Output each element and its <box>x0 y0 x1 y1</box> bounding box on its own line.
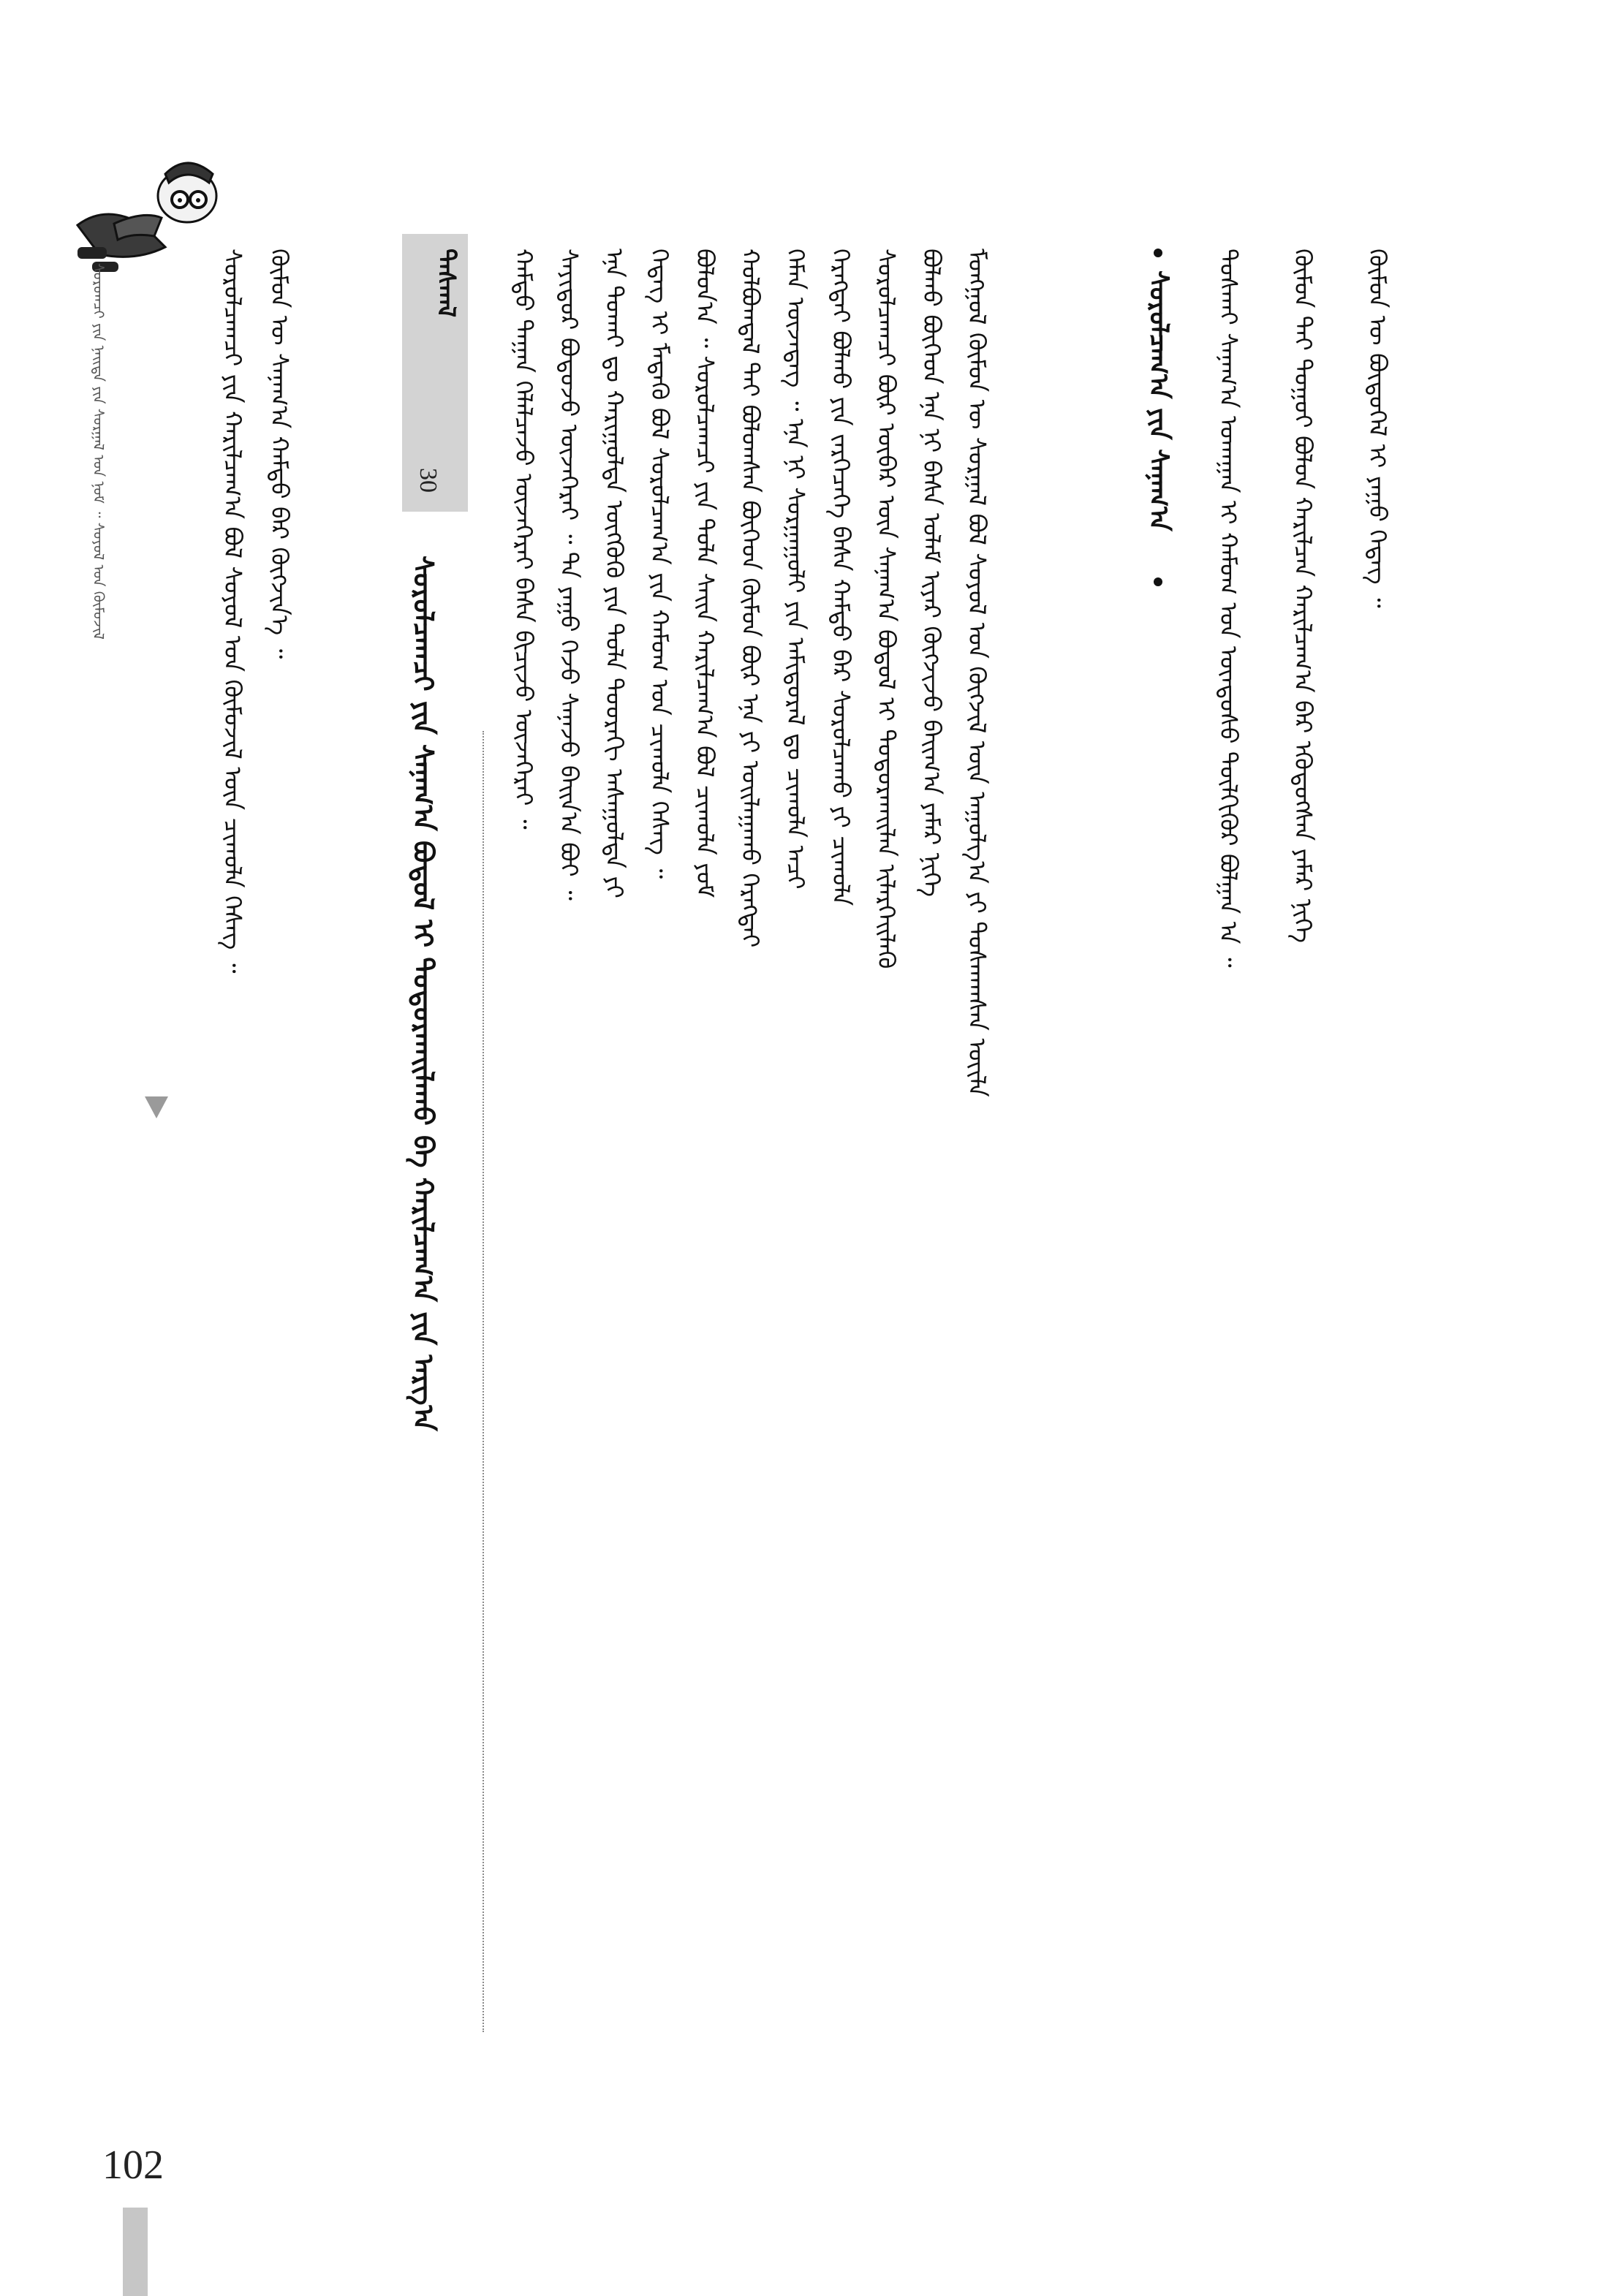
body-paragraph-column: ᠬᠡᠷᠡᠭᠲᠡᠢ ᠪᠣᠯᠬᠤ ᠶᠢᠨ ᠵᠡᠷᠭᠡᠴᠡᠭᠡ ᠪᠠᠰᠠ ᠬᠠᠮᠲᠤ ᠪᠡᠷ ᠰᠤᠷᠤᠯᠴᠠᠬᠤ ᠶᠢ ᠴᠢᠬᠤᠯᠠ <box>827 249 855 906</box>
body-paragraph-column: ᠬᠠᠮᠲᠤ ᠳᠠᠭᠠᠨ ᠬᠡᠯᠡᠯᠴᠡᠵᠦ ᠦᠵᠡᠭᠡᠷᠡᠢ ᠪᠠᠰᠠ ᠪᠢᠴᠢᠵᠦ ᠦᠵᠡᠭᠡᠷᠡᠢ ᠃ <box>510 249 538 830</box>
bullet-heading: ᠰᠤᠷᠤᠯᠴᠠᠭ᠎ᠠ ᠶᠢᠨ ᠰᠠᠨᠠᠭ᠎ᠠ <box>1143 270 1173 531</box>
closing-paragraph-column: ᠬᠦᠮᠦᠨ ᠦ ᠰᠠᠨᠠᠭ᠎ᠠ ᠬᠠᠮᠲᠤ ᠪᠡᠷ ᠬᠥᠭᠵᠢᠨ᠎ᠡ ᠃ <box>265 249 294 659</box>
section-number: 30 <box>415 468 442 493</box>
divider-line <box>483 731 484 2032</box>
intro-paragraph-column: ᠬᠦᠮᠦᠨ ᠲᠡᠢ ᠳᠤᠭᠤᠢ ᠪᠣᠯᠤᠨ ᠬᠠᠷᠢᠯᠴᠠᠨ ᠬᠠᠷᠢᠯᠴᠠᠭ᠎ᠠ ᠪᠠᠷ ᠡᠭᠦᠳᠦᠭᠰᠡᠨ ᠶᠠᠮᠠᠷ ᠨᠢᠭᠡ <box>1289 249 1317 943</box>
body-paragraph-column: ᠭᠡᠳᠡᠭ ᠢ ᠮᠡᠳᠡᠬᠦ ᠪᠣᠯ ᠰᠤᠷᠤᠯᠴᠠᠭ᠎ᠠ ᠶᠢᠨ ᠬᠠᠮᠤᠭ ᠤᠨ ᠴᠢᠬᠤᠯᠠ ᠬᠡᠰᠡᠭ ᠃ <box>646 249 674 879</box>
header-arrow-icon <box>145 1096 168 1118</box>
bullet-icon <box>1154 249 1162 257</box>
section-label: ᠳᠠᠰᠬᠠᠯ <box>431 249 461 318</box>
body-paragraph-column: ᠬᠡᠮᠡᠨ ᠦᠵᠡᠳᠡᠭ ᠃ ᠡᠨᠡ ᠨᠢ ᠰᠤᠷᠭᠠᠭᠤᠯᠢ ᠶᠢᠨ ᠠᠮᠢᠳᠤᠷᠠᠯ ᠳᠤ ᠴᠢᠬᠤᠯᠠ ᠠᠴᠢ <box>782 249 810 890</box>
intro-paragraph-column: ᠬᠦᠮᠦᠨ ᠦ ᠪᠦᠲᠦᠭᠡᠯ ᠢ ᠶᠠᠭᠤ ᠭᠡᠳᠡᠭ ᠃ <box>1363 249 1392 608</box>
body-paragraph-column: ᠪᠣᠯᠬᠤ ᠪᠥᠭᠡᠳ ᠡᠨᠡ ᠨᠢ ᠪᠠᠰᠠ ᠤᠯᠠᠮ ᠢᠶᠠᠷ ᠬᠥᠭᠵᠢᠵᠦ ᠪᠠᠢᠭ᠎ᠠ ᠶᠠᠮᠠᠷ ᠨᠢᠭᠡ <box>918 249 946 897</box>
intro-paragraph-column: ᠲᠤᠰᠬᠠᠢ ᠰᠠᠨᠠᠭ᠎ᠠ ᠤᠬᠠᠭᠠᠨ ᠢ ᠬᠠᠮᠤᠭ ᠤᠨ ᠦᠨᠳᠦᠰᠦ ᠲᠦᠯᠬᠢᠭᠦᠷ ᠪᠣᠯᠭᠠᠨ ᠠ ᠃ <box>1214 249 1243 968</box>
closing-paragraph-column: ᠰᠤᠷᠤᠯᠴᠠᠭᠴᠢ ᠶᠢᠨ ᠬᠠᠷᠢᠯᠴᠠᠭ᠎ᠠ ᠪᠣᠯ ᠰᠣᠶᠤᠯ ᠤᠨ ᠬᠥᠮᠦᠵᠢᠯ ᠦᠨ ᠴᠢᠬᠤᠯᠠ ᠬᠡᠰᠡᠭ ᠃ <box>219 249 247 974</box>
body-paragraph-column: ᠰᠠᠶᠢᠲᠤᠷ ᠪᠣᠳᠤᠵᠤ ᠦᠵᠡᠭᠡᠷᠡᠢ ᠃ ᠲᠠ ᠶᠠᠭᠤ ᠭᠡᠵᠦ ᠰᠠᠨᠠᠵᠤ ᠪᠠᠢᠨ᠎ᠠ ᠪᠤᠢ ᠃ <box>555 249 583 901</box>
mascot-illustration <box>63 137 231 284</box>
body-paragraph-column: ᠰᠤᠷᠤᠯᠴᠠᠭᠴᠢ ᠪᠦᠷ ᠥᠪᠡᠷ ᠦᠨ ᠰᠠᠨᠠᠭ᠎ᠠ ᠪᠣᠳᠤᠯ ᠢ ᠲᠣᠳᠣᠷᠬᠠᠢᠯᠠᠨ ᠢᠯᠡᠷᠬᠡᠢᠯᠡᠬᠦ <box>872 249 901 969</box>
page-number: 102 <box>102 2142 164 2188</box>
page-edge-tab <box>123 2208 148 2296</box>
body-paragraph-column: ᠡᠨᠡ ᠲᠤᠬᠠᠢ ᠳᠤ ᠬᠠᠷᠢᠭᠤᠯᠲᠠ ᠥᠭᠭᠦᠬᠦ ᠶᠢᠨ ᠲᠤᠯᠠ ᠳᠣᠣᠷᠠᠬᠢ ᠠᠰᠠᠭᠤᠯᠲᠠ ᠶᠢ <box>600 249 629 898</box>
body-paragraph-column: ᠮᠣᠩᠭᠣᠯ ᠬᠦᠮᠦᠨ ᠦ ᠰᠤᠷᠭᠠᠯ ᠪᠣᠯ ᠰᠣᠶᠤᠯ ᠤᠨ ᠬᠥᠭᠵᠢᠯ ᠦᠨ ᠠᠭᠤᠯᠭ᠎ᠠ ᠶᠢ ᠲᠤᠰᠬᠠᠭᠰᠠᠨ ᠦᠢᠯᠡ <box>963 249 991 1097</box>
bullet-icon <box>1154 577 1162 586</box>
body-paragraph-column: ᠬᠣᠯᠪᠣᠭᠳᠠᠯ ᠲᠠᠢ ᠪᠣᠯᠤᠭᠰᠠᠨ ᠪᠥᠭᠡᠳ ᠬᠦᠮᠦᠨ ᠪᠦᠷ ᠡᠨᠡ ᠶᠢ ᠣᠢᠯᠠᠭᠠᠬᠤ ᠬᠡᠷᠡᠭᠲᠡᠢ <box>736 249 765 948</box>
body-paragraph-column: ᠪᠣᠯᠤᠨ᠎ᠠ ᠃ ᠰᠤᠷᠤᠯᠴᠠᠭᠴᠢ ᠶᠢᠨ ᠲᠤᠯᠠ ᠰᠠᠢᠨ ᠬᠠᠷᠢᠯᠴᠠᠭ᠎ᠠ ᠪᠣᠯ ᠴᠢᠬᠤᠯᠠ ᠶᠤᠮ <box>691 249 719 898</box>
running-header: ᠰᠤᠷᠤᠭᠴᠢ ᠶᠢᠨ ᠨᠡᠢᠲᠡ ᠶᠢᠨ ᠰᠤᠷᠭᠠᠯ ᠤᠨ ᠨᠣᠮ ᠃ ᠰᠣᠶᠤᠯ ᠤᠨ ᠬᠥᠮᠦᠵᠢᠯ <box>90 263 107 640</box>
section-title: ᠰᠤᠷᠤᠯᠴᠠᠭᠴᠢ ᠶᠢᠨ ᠰᠠᠨᠠᠭ᠎ᠠ ᠪᠣᠳᠤᠯ ᠢ ᠲᠣᠳᠣᠷᠬᠠᠢᠯᠠᠬᠤ ᠪᠠ ᠬᠠᠷᠢᠯᠴᠠᠭ᠎ᠠ ᠶᠢᠨ ᠠᠷᠭ᠎ᠠ <box>407 556 439 1431</box>
